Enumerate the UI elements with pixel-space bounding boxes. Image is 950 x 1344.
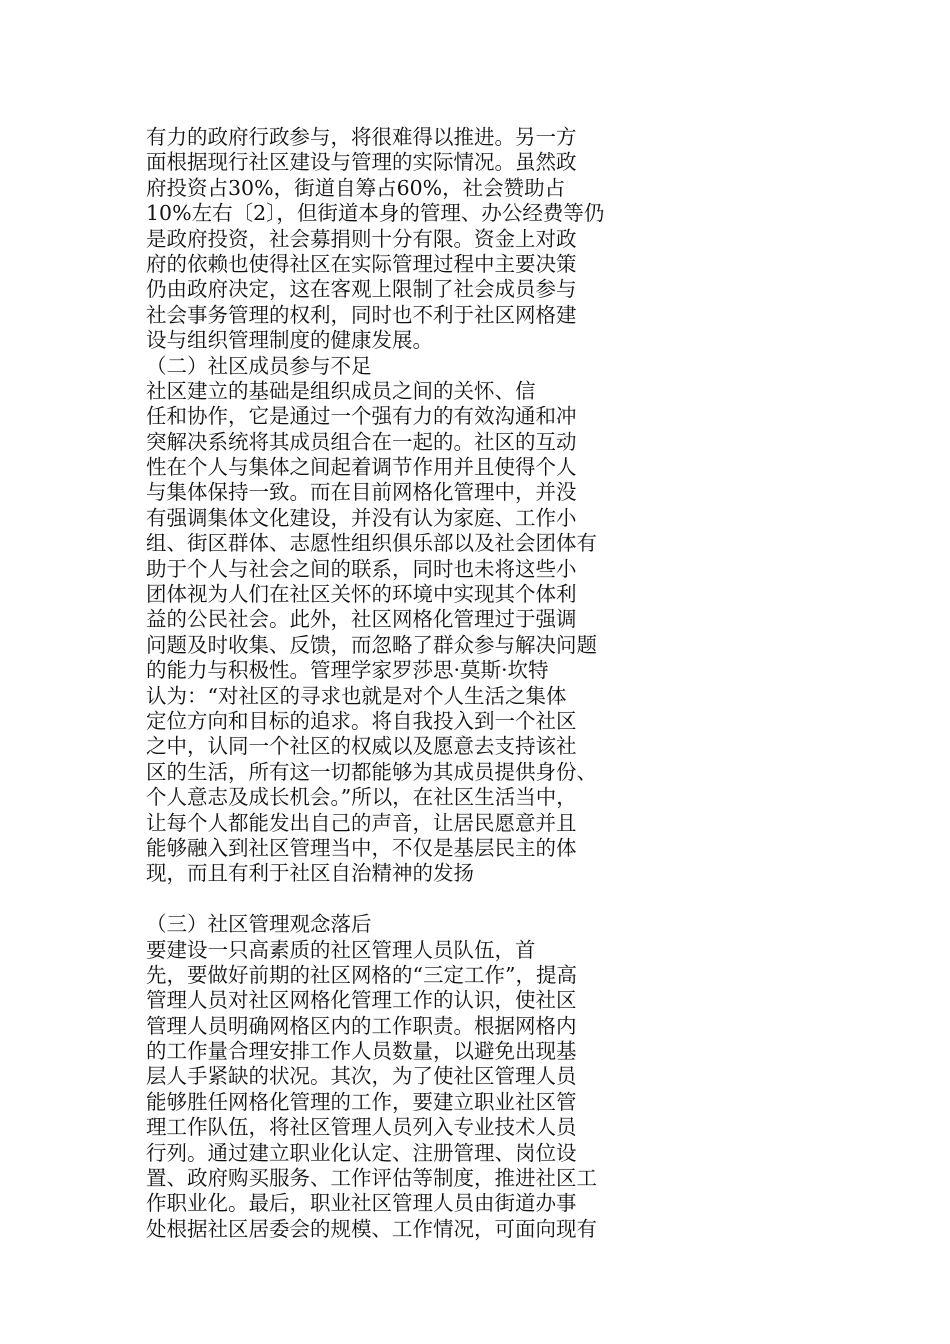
text-line: 突解决系统将其成员组合在一起的。社区的互动	[146, 429, 577, 454]
text-line: 定位方向和目标的追求。将自我投入到一个社区	[146, 708, 577, 733]
text-line: 的工作量合理安排工作人员数量，以避免出现基	[146, 1039, 577, 1064]
text-line: 社会事务管理的权利，同时也不利于社区网格建	[146, 302, 577, 327]
text-line: 与集体保持一致。而在目前网格化管理中，并没	[146, 480, 577, 505]
text-line: 团体视为人们在社区关怀的环境中实现其个体利	[146, 582, 577, 607]
text-line: 要建设一只高素质的社区管理人员队伍，首	[146, 937, 536, 962]
text-line: 社区建立的基础是组织成员之间的关怀、信	[146, 378, 536, 403]
text-line: 行列。通过建立职业化认定、注册管理、岗位设	[146, 1140, 577, 1165]
text-line: 层人手紧缺的状况。其次，为了使社区管理人员	[146, 1064, 577, 1089]
text-line: 置、政府购买服务、工作评估等制度，推进社区工	[146, 1166, 597, 1191]
text-line: 10%左右〔2〕，但街道本身的管理、办公经费等仍	[146, 201, 605, 226]
text-line: 让每个人都能发出自己的声音，让居民愿意并且	[146, 810, 577, 835]
text-line: 区的生活，所有这一切都能够为其成员提供身份、	[146, 759, 597, 784]
text-line: 管理人员对社区网格化管理工作的认识，使社区	[146, 988, 577, 1013]
section-heading: （三）社区管理观念落后	[146, 912, 372, 937]
text-line: 有强调集体文化建设，并没有认为家庭、工作小	[146, 505, 577, 530]
text-line: 理工作队伍，将社区管理人员列入专业技术人员	[146, 1115, 577, 1140]
text-line: 能够融入到社区管理当中，不仅是基层民主的体	[146, 835, 577, 860]
text-line: 任和协作，它是通过一个强有力的有效沟通和冲	[146, 404, 577, 429]
text-line: 设与组织管理制度的健康发展。	[146, 328, 433, 353]
text-line: 能够胜任网格化管理的工作，要建立职业社区管	[146, 1089, 577, 1114]
body-text	[146, 125, 666, 1242]
text-line: 个人意志及成长机会。”所以，在社区生活当中，	[146, 785, 577, 810]
text-line: 认为：“对社区的寻求也就是对个人生活之集体	[146, 683, 567, 708]
text-line: 益的公民社会。此外，社区网格化管理过于强调	[146, 607, 577, 632]
text-line: 的能力与积极性。管理学家罗莎思·莫斯·坎特	[146, 658, 549, 683]
text-line: 助于个人与社会之间的联系，同时也未将这些小	[146, 556, 577, 581]
section-heading: （二）社区成员参与不足	[146, 353, 372, 378]
text-line: 问题及时收集、反馈，而忽略了群众参与解决问题	[146, 632, 597, 657]
text-line: 作职业化。最后，职业社区管理人员由街道办事	[146, 1191, 577, 1216]
blank-line	[146, 887, 666, 912]
text-line: 现，而且有利于社区自治精神的发扬	[146, 861, 474, 886]
text-line: 处根据社区居委会的规模、工作情况，可面向现有	[146, 1216, 597, 1241]
text-line: 面根据现行社区建设与管理的实际情况。虽然政	[146, 150, 577, 175]
text-line: 先，要做好前期的社区网格的“三定工作”，提高	[146, 962, 577, 987]
text-line: 是政府投资，社会募捐则十分有限。资金上对政	[146, 226, 577, 251]
text-line: 有力的政府行政参与，将很难得以推进。另一方	[146, 125, 577, 149]
text-line: 性在个人与集体之间起着调节作用并且使得个人	[146, 455, 577, 480]
text-line: 管理人员明确网格区内的工作职责。根据网格内	[146, 1013, 577, 1038]
text-line: 府投资占30%，街道自筹占60%，社会赞助占	[146, 175, 566, 200]
text-line: 组、街区群体、志愿性组织俱乐部以及社会团体有	[146, 531, 597, 556]
text-line: 仍由政府决定，这在客观上限制了社会成员参与	[146, 277, 577, 302]
text-line: 之中，认同一个社区的权威以及愿意去支持该社	[146, 734, 577, 759]
text-line: 府的依赖也使得社区在实际管理过程中主要决策	[146, 251, 577, 276]
